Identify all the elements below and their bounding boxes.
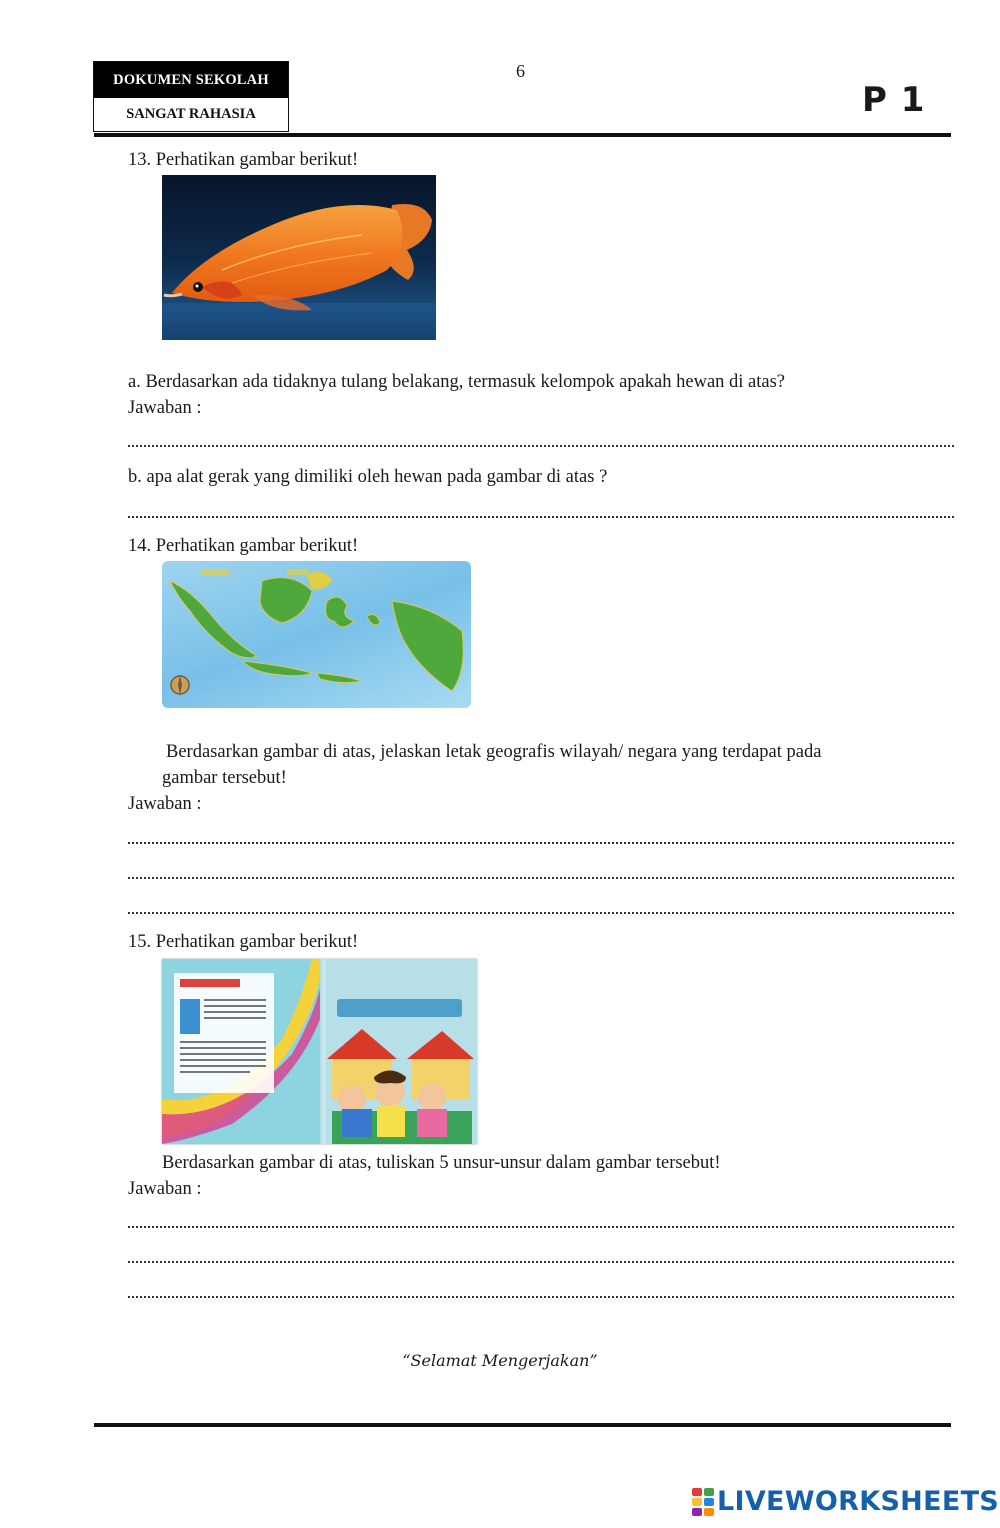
stamp-bottom-label: SANGAT RAHASIA bbox=[94, 98, 288, 131]
closing-message: “Selamat Mengerjakan” bbox=[402, 1351, 598, 1370]
indonesia-map-image bbox=[162, 561, 471, 708]
q14-answer-line-1[interactable] bbox=[128, 836, 954, 844]
header-rule bbox=[94, 133, 951, 137]
q14-answer-line-3[interactable] bbox=[128, 906, 954, 914]
q14-instruction-line2: gambar tersebut! bbox=[162, 768, 287, 788]
logo-text: LIVEWORKSHEETS bbox=[717, 1486, 1000, 1517]
q13a-answer-line[interactable] bbox=[128, 439, 954, 447]
q15-answer-line-1[interactable] bbox=[128, 1220, 954, 1228]
document-stamp bbox=[93, 61, 289, 132]
q14-answer-label: Jawaban : bbox=[128, 794, 202, 814]
liveworksheets-logo[interactable] bbox=[692, 1486, 999, 1517]
q15-answer-label: Jawaban : bbox=[128, 1179, 202, 1199]
book-illustration bbox=[162, 959, 477, 1144]
q13-title: 13. Perhatikan gambar berikut! bbox=[128, 150, 359, 170]
fish-illustration bbox=[162, 175, 436, 340]
paper-code: P 1 bbox=[862, 80, 926, 120]
logo-squares-icon bbox=[692, 1488, 714, 1516]
q14-answer-line-2[interactable] bbox=[128, 871, 954, 879]
footer-rule bbox=[94, 1423, 951, 1427]
q13-answer-label: Jawaban : bbox=[128, 398, 202, 418]
q15-instruction: Berdasarkan gambar di atas, tuliskan 5 unsur-unsur dalam gambar tersebut! bbox=[162, 1153, 721, 1173]
q13b-answer-line[interactable] bbox=[128, 510, 954, 518]
q14-title: 14. Perhatikan gambar berikut! bbox=[128, 536, 359, 556]
q15-answer-line-2[interactable] bbox=[128, 1255, 954, 1263]
page-number: 6 bbox=[516, 61, 525, 81]
q15-title: 15. Perhatikan gambar berikut! bbox=[128, 932, 359, 952]
map-illustration bbox=[162, 561, 471, 708]
q15-answer-line-3[interactable] bbox=[128, 1290, 954, 1298]
q13-question-b: b. apa alat gerak yang dimiliki oleh hewan pada gambar di atas ? bbox=[128, 467, 608, 487]
q13-question-a: a. Berdasarkan ada tidaknya tulang belakang, termasuk kelompok apakah hewan di atas? bbox=[128, 372, 786, 392]
stamp-top-label: DOKUMEN SEKOLAH bbox=[94, 62, 288, 98]
arowana-fish-image bbox=[162, 175, 436, 340]
q14-instruction-line1: Berdasarkan gambar di atas, jelaskan letak geografis wilayah/ negara yang terdapat pada bbox=[166, 742, 822, 762]
textbook-cover-image bbox=[162, 959, 477, 1144]
